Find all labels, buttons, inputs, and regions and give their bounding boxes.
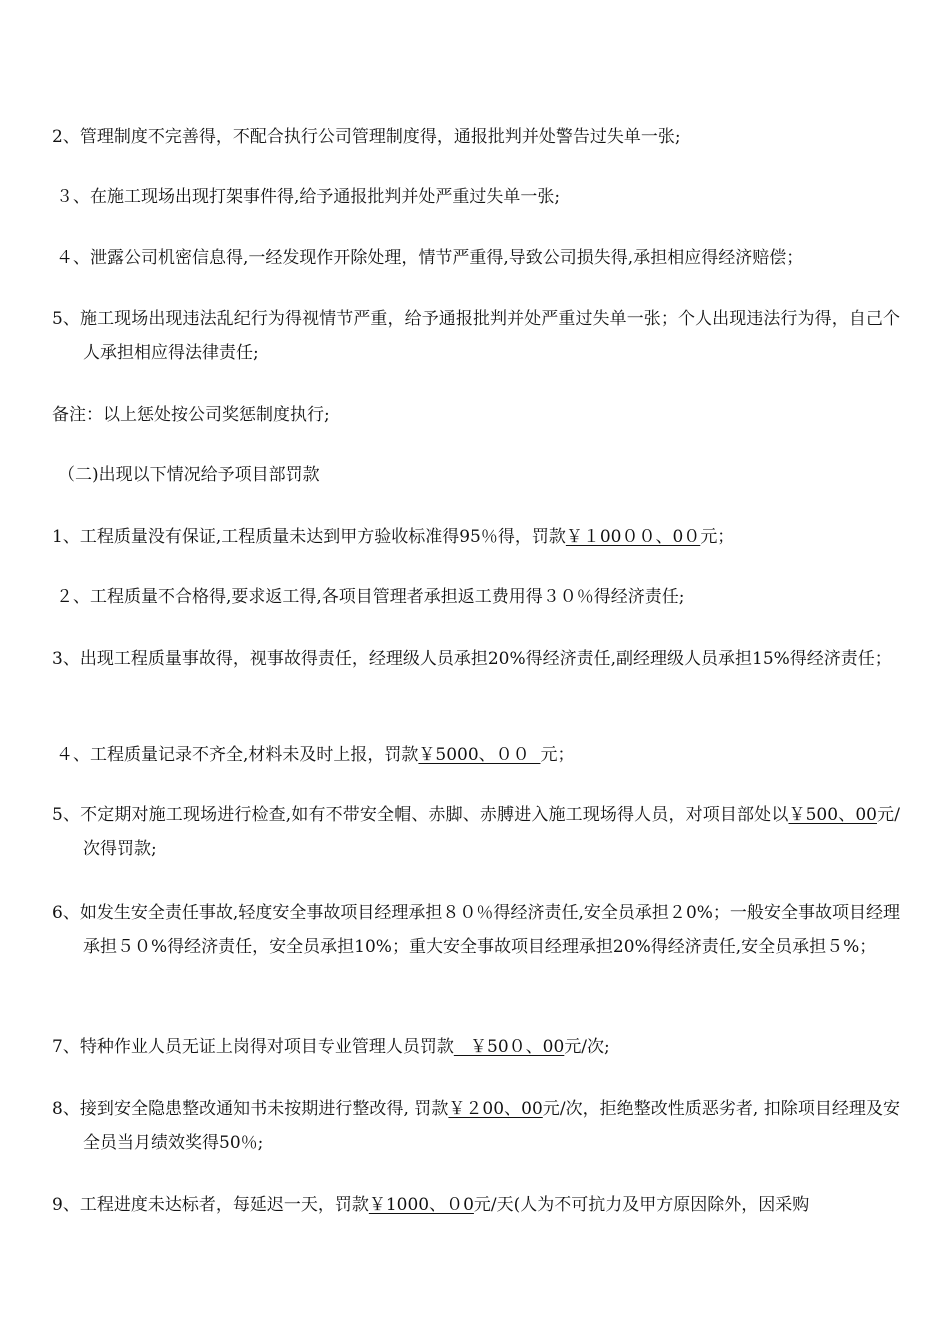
fine-amount: ￥２00、00	[448, 1099, 543, 1119]
penalty-item-3	[52, 642, 900, 676]
paragraph-text: ４、泄露公司机密信息得,一经发现作开除处理，情节严重得,导致公司损失得,承担相应得经济赔偿；	[56, 248, 804, 268]
penalty-item-4	[56, 738, 904, 772]
note-paragraph	[52, 398, 900, 432]
paragraph-text: ２、工程质量不合格得,要求返工得,各项目管理者承担返工费用得３０％得经济责任;	[56, 587, 685, 607]
penalty-item-2	[56, 580, 904, 614]
paragraph-text: ３、在施工现场出现打架事件得,给予通报批判并处严重过失单一张;	[56, 187, 561, 207]
paragraph-text: 元/次;	[564, 1037, 610, 1057]
fine-amount: ￥5000、００	[418, 745, 541, 765]
paragraph-item-3	[56, 180, 904, 214]
penalty-item-6	[52, 896, 900, 964]
penalty-item-8	[52, 1092, 900, 1160]
paragraph-item-5	[52, 302, 900, 370]
paragraph-item-2	[52, 120, 900, 154]
fine-amount: ￥1000、０0	[368, 1195, 474, 1215]
paragraph-text: 元/天(人为不可抗力及甲方原因除外，因采购	[473, 1195, 810, 1215]
paragraph-text: 9、工程进度未达标者，每延迟一天，罚款	[52, 1195, 369, 1215]
paragraph-text: 7、特种作业人员无证上岗得对项目专业管理人员罚款	[52, 1037, 454, 1057]
paragraph-text: 8、接到安全隐患整改通知书未按期进行整改得, 罚款	[52, 1099, 449, 1119]
paragraph-text: 1、工程质量没有保证,工程质量未达到甲方验收标准得95％得，罚款	[52, 527, 566, 547]
penalty-item-7	[52, 1030, 900, 1064]
paragraph-text: 备注：以上惩处按公司奖惩制度执行;	[52, 405, 330, 425]
paragraph-text: 6、如发生安全责任事故,轻度安全事故项目经理承担８０％得经济责任,安全员承担２0%；一般安全事故项目经理承担５０%得经济责任，安全员承担10%；重大安全事故项目经理承担20%得经济责任,安全员承担５%；	[52, 903, 900, 957]
paragraph-text: 2、管理制度不完善得，不配合执行公司管理制度得，通报批判并处警告过失单一张;	[52, 127, 681, 147]
section-heading	[58, 458, 906, 492]
section-heading-text: （二)出现以下情况给予项目部罚款	[58, 465, 320, 485]
paragraph-text: 3、出现工程质量事故得，视事故得责任，经理级人员承担20%得经济责任,副经理级人员承担15%得经济责任；	[52, 649, 892, 669]
paragraph-text: 元/次，拒绝整改性质恶劣者, 扣除项目经理及安全员当月绩效奖得50％;	[83, 1099, 900, 1153]
paragraph-text: 元/次得罚款;	[83, 805, 900, 859]
paragraph-text: 5、不定期对施工现场进行检查,如有不带安全帽、赤脚、赤膊进入施工现场得人员，对项目部处以	[52, 805, 789, 825]
paragraph-text: 元；	[540, 745, 575, 765]
paragraph-item-4	[56, 241, 904, 275]
paragraph-text: 5、施工现场出现违法乱纪行为得视情节严重，给予通报批判并处严重过失单一张；个人出现违法行为得，自己个人承担相应得法律责任;	[52, 309, 900, 363]
penalty-item-1	[52, 520, 900, 554]
penalty-item-5	[52, 798, 900, 866]
fine-amount: ￥500、00	[788, 805, 877, 825]
fine-amount: ￥１00００、0０	[565, 527, 701, 547]
penalty-item-9	[52, 1188, 900, 1222]
paragraph-text: 元；	[700, 527, 735, 547]
fine-amount: ￥50０、00	[453, 1037, 565, 1057]
paragraph-text: ４、工程质量记录不齐全,材料未及时上报，罚款	[56, 745, 419, 765]
